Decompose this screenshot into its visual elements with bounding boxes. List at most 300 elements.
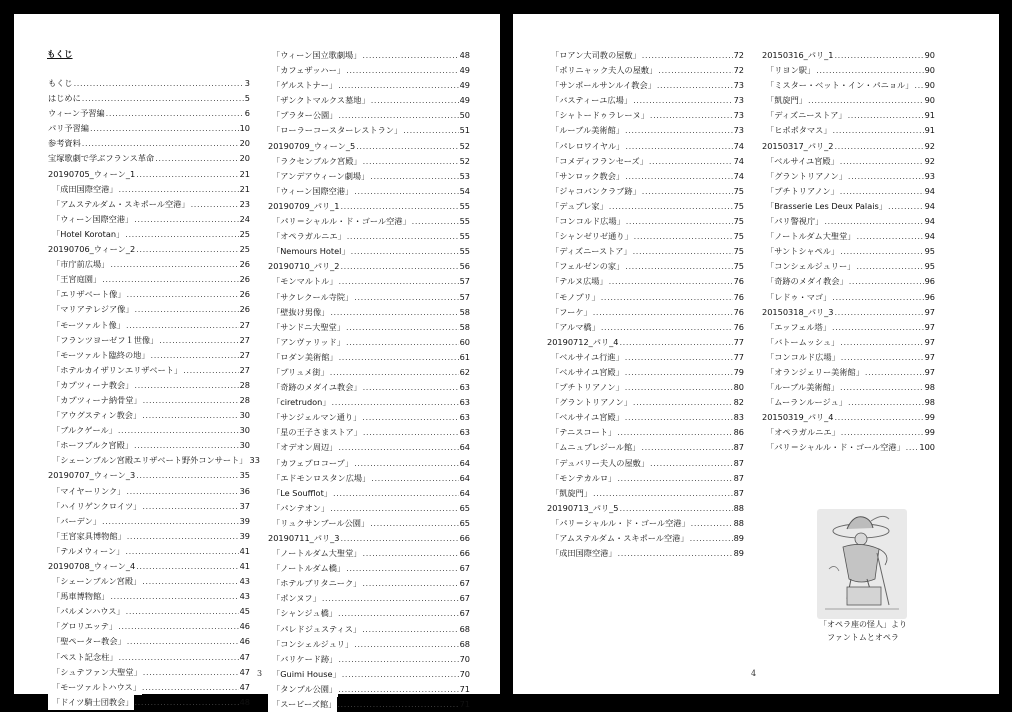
- toc-entry[interactable]: [268, 667, 470, 682]
- toc-entry-title: 「凱旋門」: [547, 486, 593, 501]
- toc-entry-title: 「アンヴァリッド」: [268, 335, 346, 350]
- dot-leader: [110, 589, 238, 604]
- toc-entry[interactable]: [547, 229, 744, 244]
- dot-leader: [322, 591, 459, 606]
- toc-entry[interactable]: [547, 93, 744, 108]
- toc-entry[interactable]: [268, 290, 470, 305]
- dot-leader: [143, 393, 239, 408]
- dot-leader: [127, 529, 239, 544]
- toc-entry[interactable]: [48, 136, 250, 151]
- toc-entry-title: 20150318_パリ_3: [762, 305, 834, 320]
- toc-entry[interactable]: [268, 365, 470, 380]
- toc-entry-title: 「奇跡のメダイ教会」: [762, 274, 849, 289]
- toc-entry[interactable]: [547, 199, 744, 214]
- toc-entry-page: 73: [733, 95, 744, 106]
- toc-entry-page: 20: [239, 153, 250, 164]
- toc-entry-title: 「サンポールサンルイ教会」: [547, 78, 657, 93]
- toc-entry[interactable]: [268, 305, 470, 320]
- toc-entry[interactable]: [48, 121, 250, 136]
- dot-leader: [142, 408, 238, 423]
- dot-leader: [102, 272, 238, 287]
- toc-entry-page: 47: [239, 651, 250, 662]
- toc-entry-page: 75: [733, 246, 744, 257]
- dot-leader: [808, 93, 924, 108]
- toc-entry[interactable]: [547, 48, 744, 63]
- toc-entry[interactable]: [547, 184, 744, 199]
- toc-entry-title: パリ予習編: [48, 121, 90, 136]
- dot-leader: [840, 335, 923, 350]
- toc-entry[interactable]: [268, 274, 470, 289]
- toc-entry[interactable]: [268, 199, 470, 214]
- toc-entry[interactable]: [48, 634, 250, 649]
- toc-entry[interactable]: [268, 78, 470, 93]
- dot-leader: [834, 48, 923, 63]
- dot-leader: [625, 123, 733, 138]
- toc-entry[interactable]: [48, 242, 250, 257]
- toc-entry-title: 「ルーブル美術館」: [762, 380, 840, 395]
- dot-leader: [848, 169, 924, 184]
- toc-entry[interactable]: [762, 214, 935, 229]
- dot-leader: [362, 576, 458, 591]
- toc-entry-title: 「ゲルストナー」: [268, 78, 338, 93]
- dot-leader: [347, 229, 459, 244]
- toc-entry[interactable]: [48, 574, 250, 589]
- dot-leader: [865, 365, 924, 380]
- toc-entry-title: 「市庁前広場」: [48, 257, 110, 272]
- toc-entry[interactable]: [268, 320, 470, 335]
- toc-entry-title: 「ザンクトマルクス墓地」: [268, 93, 371, 108]
- toc-heading: もくじ: [47, 50, 73, 60]
- toc-entry[interactable]: [547, 486, 744, 501]
- toc-entry-page: 53: [459, 170, 470, 181]
- toc-entry[interactable]: [48, 197, 250, 212]
- toc-entry-title: 「スービーズ館」: [268, 697, 337, 712]
- dot-leader: [333, 486, 459, 501]
- toc-entry-title: 「サンジェルマン通り」: [268, 410, 362, 425]
- toc-entry-page: 67: [459, 563, 470, 574]
- toc-entry[interactable]: [48, 318, 250, 333]
- dot-leader: [833, 123, 924, 138]
- toc-entry[interactable]: [547, 244, 744, 259]
- toc-entry[interactable]: [762, 139, 935, 154]
- toc-entry-page: 86: [733, 427, 744, 438]
- toc-entry-page: 58: [459, 321, 470, 332]
- dot-leader: [840, 154, 924, 169]
- toc-entry[interactable]: [547, 63, 744, 78]
- toc-entry[interactable]: [547, 350, 744, 365]
- toc-entry[interactable]: [268, 350, 470, 365]
- toc-entry[interactable]: [48, 91, 250, 106]
- toc-entry-title: 「Brasserie Les Deux Palais」: [762, 199, 888, 214]
- toc-entry[interactable]: [48, 665, 250, 680]
- toc-entry[interactable]: [762, 244, 935, 259]
- toc-entry[interactable]: [547, 108, 744, 123]
- dot-leader: [362, 48, 458, 63]
- toc-entry-title: 「成田国際空港」: [547, 546, 618, 561]
- toc-entry[interactable]: [268, 108, 470, 123]
- toc-entry-page: 66: [459, 548, 470, 559]
- toc-entry[interactable]: [268, 516, 470, 531]
- dot-leader: [346, 63, 458, 78]
- toc-entry-title: 「Le Soufflot」: [268, 486, 333, 501]
- toc-entry[interactable]: [547, 365, 744, 380]
- toc-entry[interactable]: [48, 423, 250, 438]
- toc-entry[interactable]: [268, 606, 470, 621]
- toc-entry-title: ウィーン予習編: [48, 106, 106, 121]
- toc-entry-page: 70: [459, 653, 470, 664]
- dot-leader: [363, 425, 459, 440]
- toc-entry[interactable]: [48, 438, 250, 453]
- toc-entry[interactable]: [268, 471, 470, 486]
- toc-entry[interactable]: [48, 544, 250, 559]
- toc-entry-page: 97: [924, 351, 935, 362]
- dot-leader: [857, 229, 924, 244]
- toc-entry-title: 「ペスト記念柱」: [48, 650, 119, 665]
- toc-entry[interactable]: [762, 123, 935, 138]
- toc-entry-title: 「シェーンブルン宮殿エリザベート野外コンサート」: [48, 453, 248, 468]
- toc-entry[interactable]: [762, 380, 935, 395]
- toc-entry-title: 「ロダン美術館」: [268, 350, 339, 365]
- toc-entry[interactable]: [268, 335, 470, 350]
- dot-leader: [342, 667, 459, 682]
- toc-entry[interactable]: [268, 380, 470, 395]
- dot-leader: [339, 350, 459, 365]
- toc-entry[interactable]: [48, 272, 250, 287]
- toc-entry-title: 「カフェザッハー」: [268, 63, 346, 78]
- toc-entry-title: 「パレドジュスティス」: [268, 622, 362, 637]
- toc-entry[interactable]: [48, 182, 250, 197]
- toc-entry[interactable]: [547, 335, 744, 350]
- toc-entry[interactable]: [762, 395, 935, 410]
- toc-entry[interactable]: [268, 48, 470, 63]
- toc-entry[interactable]: [762, 410, 935, 425]
- toc-entry[interactable]: [48, 680, 250, 695]
- dot-leader: [183, 363, 238, 378]
- toc-entry[interactable]: [268, 395, 470, 410]
- toc-entry[interactable]: [762, 274, 935, 289]
- toc-column-2: [268, 48, 470, 712]
- toc-entry-page: 89: [733, 533, 744, 543]
- dot-leader: [619, 335, 732, 350]
- toc-entry[interactable]: [547, 516, 744, 531]
- toc-entry-page: 23: [239, 198, 250, 209]
- toc-entry-title: 「Nemours Hotel」: [268, 244, 351, 259]
- toc-entry-title: 20190711_パリ_3: [268, 531, 340, 546]
- toc-entry-title: 「シャンゼリゼ通り」: [547, 229, 634, 244]
- toc-entry-page: 99: [924, 412, 935, 423]
- dot-leader: [625, 410, 733, 425]
- toc-entry[interactable]: [547, 290, 744, 305]
- toc-entry-title: 「マイヤーリンク」: [48, 484, 126, 499]
- dot-leader: [339, 274, 459, 289]
- dot-leader: [338, 78, 458, 93]
- toc-entry-page: 43: [239, 576, 250, 587]
- toc-entry-title: 「凱旋門」: [762, 93, 808, 108]
- toc-entry[interactable]: [547, 154, 744, 169]
- toc-entry[interactable]: [762, 108, 935, 123]
- toc-entry-title: 「ベルサイユ宮殿」: [762, 154, 840, 169]
- toc-entry[interactable]: [48, 529, 250, 544]
- toc-entry[interactable]: [48, 287, 250, 302]
- toc-entry[interactable]: [762, 320, 935, 335]
- toc-entry[interactable]: [48, 468, 250, 483]
- toc-entry[interactable]: [268, 531, 470, 546]
- dot-leader: [625, 380, 733, 395]
- toc-entry[interactable]: [762, 440, 935, 455]
- toc-entry[interactable]: [268, 214, 470, 229]
- dot-leader: [340, 199, 458, 214]
- toc-entry-title: 「シュテファン大聖堂」: [48, 665, 143, 680]
- toc-entry[interactable]: [268, 501, 470, 516]
- toc-entry-page: 58: [459, 306, 470, 317]
- toc-entry-title: 「プリュメ街」: [268, 365, 330, 380]
- toc-entry[interactable]: [48, 76, 250, 91]
- toc-entry[interactable]: [762, 63, 935, 78]
- dot-leader: [849, 274, 924, 289]
- toc-entry-page: 95: [924, 246, 935, 257]
- dot-leader: [338, 606, 459, 621]
- toc-entry[interactable]: [762, 154, 935, 169]
- dot-leader: [834, 139, 923, 154]
- toc-entry-title: 「オランジェリー美術館」: [762, 365, 865, 380]
- dot-leader: [337, 697, 458, 712]
- toc-entry-title: 20190709_パリ_1: [268, 199, 340, 214]
- toc-entry-title: 20190713_パリ_5: [547, 501, 619, 516]
- dot-leader: [363, 380, 459, 395]
- toc-entry-page: 57: [459, 276, 470, 287]
- toc-entry-page: 72: [733, 65, 744, 76]
- toc-entry[interactable]: [762, 305, 935, 320]
- toc-entry[interactable]: [547, 259, 744, 274]
- toc-entry[interactable]: [48, 619, 250, 634]
- toc-entry[interactable]: [762, 335, 935, 350]
- toc-entry[interactable]: [547, 169, 744, 184]
- toc-entry[interactable]: [268, 440, 470, 455]
- dot-leader: [848, 395, 924, 410]
- dot-leader: [363, 154, 459, 169]
- toc-entry[interactable]: [547, 471, 744, 486]
- toc-entry[interactable]: [762, 365, 935, 380]
- toc-entry[interactable]: [547, 214, 744, 229]
- toc-entry[interactable]: [547, 531, 744, 546]
- toc-entry[interactable]: [48, 257, 250, 272]
- toc-entry[interactable]: [48, 453, 260, 468]
- toc-entry[interactable]: [268, 93, 470, 108]
- toc-entry[interactable]: [268, 622, 470, 637]
- toc-entry[interactable]: [547, 123, 744, 138]
- toc-entry[interactable]: [268, 546, 470, 561]
- toc-entry[interactable]: [48, 302, 250, 317]
- toc-entry-page: 39: [239, 530, 250, 541]
- toc-entry-page: 67: [459, 593, 470, 604]
- toc-entry-page: 94: [924, 185, 935, 196]
- toc-entry-title: 「エドモンロスタン広場」: [268, 471, 371, 486]
- toc-entry[interactable]: [268, 486, 470, 501]
- toc-entry[interactable]: [268, 154, 470, 169]
- toc-entry-page: 62: [459, 366, 470, 377]
- toc-entry-page: 26: [239, 274, 250, 285]
- toc-entry-page: 33: [249, 455, 260, 466]
- toc-entry[interactable]: [48, 333, 250, 348]
- toc-entry[interactable]: [762, 48, 935, 63]
- toc-entry[interactable]: [762, 425, 935, 440]
- toc-entry[interactable]: [268, 456, 470, 471]
- dot-leader: [346, 561, 458, 576]
- toc-entry-page: 92: [924, 155, 935, 166]
- toc-entry[interactable]: [547, 456, 744, 471]
- dot-leader: [82, 91, 244, 106]
- toc-entry[interactable]: [547, 380, 744, 395]
- toc-entry-page: 87: [733, 442, 744, 453]
- dot-leader: [617, 471, 732, 486]
- toc-entry[interactable]: [547, 501, 744, 516]
- toc-entry[interactable]: [268, 169, 470, 184]
- toc-entry[interactable]: [268, 123, 470, 138]
- toc-entry-title: 「ベルサイユ宮殿」: [547, 410, 625, 425]
- dot-leader: [134, 695, 238, 710]
- toc-entry-page: 83: [733, 412, 744, 423]
- toc-entry[interactable]: [48, 378, 250, 393]
- toc-entry[interactable]: [762, 184, 935, 199]
- toc-entry[interactable]: [48, 151, 250, 166]
- toc-entry[interactable]: [268, 425, 470, 440]
- toc-entry[interactable]: [48, 484, 250, 499]
- toc-entry[interactable]: [268, 63, 470, 78]
- dot-leader: [633, 395, 733, 410]
- dot-leader: [126, 318, 239, 333]
- toc-entry[interactable]: [268, 561, 470, 576]
- toc-entry[interactable]: [48, 604, 250, 619]
- toc-entry[interactable]: [547, 274, 744, 289]
- toc-entry[interactable]: [762, 229, 935, 244]
- dot-leader: [832, 290, 923, 305]
- toc-entry-page: 61: [459, 351, 470, 362]
- dot-leader: [351, 244, 459, 259]
- toc-entry[interactable]: [48, 212, 250, 227]
- toc-entry[interactable]: [547, 410, 744, 425]
- dot-leader: [151, 348, 239, 363]
- toc-entry[interactable]: [762, 199, 935, 214]
- toc-entry[interactable]: [48, 393, 250, 408]
- toc-entry[interactable]: [48, 348, 250, 363]
- toc-entry[interactable]: [268, 652, 470, 667]
- toc-entry-page: 64: [459, 442, 470, 453]
- dot-leader: [354, 456, 459, 471]
- dot-leader: [619, 501, 732, 516]
- toc-entry[interactable]: [762, 93, 935, 108]
- toc-entry[interactable]: [268, 184, 470, 199]
- toc-entry-title: 「マリアテレジア像」: [48, 302, 135, 317]
- toc-entry[interactable]: [48, 227, 250, 242]
- toc-entry-page: 95: [924, 261, 935, 272]
- toc-entry-title: 「ノートルダム大聖堂」: [762, 229, 857, 244]
- toc-entry[interactable]: [48, 167, 250, 182]
- toc-entry[interactable]: [268, 576, 470, 591]
- toc-entry-page: 63: [459, 412, 470, 423]
- toc-entry[interactable]: [268, 139, 470, 154]
- dot-leader: [142, 499, 238, 514]
- toc-entry[interactable]: [547, 78, 744, 93]
- toc-entry[interactable]: [762, 290, 935, 305]
- toc-entry-page: 52: [459, 155, 470, 166]
- toc-entry[interactable]: [268, 244, 470, 259]
- toc-entry-title: 「ウィーン国際空港」: [48, 212, 134, 227]
- toc-entry-page: 74: [733, 170, 744, 181]
- toc-entry-title: 「パリ＝シャルル・ド・ゴール空港」: [547, 516, 691, 531]
- toc-entry-page: 96: [924, 291, 935, 302]
- toc-entry-title: 「アンデアウィーン劇場」: [268, 169, 370, 184]
- dot-leader: [840, 184, 924, 199]
- toc-entry[interactable]: [268, 637, 470, 652]
- toc-entry[interactable]: [547, 546, 744, 561]
- toc-entry-title: 「パリ＝シャルル・ド・ゴール空港」: [268, 214, 412, 229]
- toc-entry-page: 90: [924, 80, 935, 91]
- dot-leader: [625, 259, 732, 274]
- toc-entry[interactable]: [547, 305, 744, 320]
- dot-leader: [332, 395, 459, 410]
- toc-entry-page: 46: [239, 636, 250, 647]
- toc-entry[interactable]: [268, 697, 470, 712]
- toc-entry[interactable]: [547, 440, 744, 455]
- toc-entry-page: 3: [244, 78, 250, 88]
- toc-entry-page: 27: [239, 349, 250, 360]
- toc-entry[interactable]: [268, 591, 470, 606]
- dot-leader: [914, 78, 923, 93]
- toc-entry-title: 「サントシャペル」: [762, 244, 840, 259]
- toc-entry[interactable]: [268, 682, 470, 697]
- toc-entry[interactable]: [48, 363, 250, 378]
- toc-entry-page: 45: [239, 606, 250, 617]
- toc-entry[interactable]: [48, 408, 250, 423]
- toc-entry[interactable]: [547, 395, 744, 410]
- toc-entry[interactable]: [762, 169, 935, 184]
- toc-entry[interactable]: [547, 139, 744, 154]
- toc-entry[interactable]: [48, 499, 250, 514]
- toc-entry-page: 46: [239, 621, 250, 632]
- toc-entry[interactable]: [762, 259, 935, 274]
- toc-entry[interactable]: [268, 229, 470, 244]
- toc-entry[interactable]: [268, 410, 470, 425]
- toc-entry[interactable]: [48, 106, 250, 121]
- toc-entry-title: 20190712_パリ_4: [547, 335, 619, 350]
- toc-entry[interactable]: [48, 650, 250, 665]
- toc-entry-title: はじめに: [48, 91, 82, 106]
- toc-entry-title: 「モーツァルトハウス」: [48, 680, 142, 695]
- toc-entry[interactable]: [48, 559, 250, 574]
- toc-entry-page: 50: [459, 110, 470, 121]
- toc-entry-page: 90: [924, 95, 935, 106]
- toc-entry[interactable]: [48, 514, 250, 529]
- toc-entry[interactable]: [547, 320, 744, 335]
- toc-entry[interactable]: [268, 259, 470, 274]
- toc-entry[interactable]: [48, 589, 250, 604]
- toc-entry[interactable]: [48, 695, 250, 710]
- toc-entry-title: 「ヒポポタマス」: [762, 123, 833, 138]
- dot-leader: [338, 652, 458, 667]
- toc-entry-title: 「デュプレ家」: [547, 199, 609, 214]
- toc-entry-title: 20190709_ウィーン_5: [268, 139, 356, 154]
- toc-entry[interactable]: [547, 425, 744, 440]
- toc-entry-page: 94: [924, 216, 935, 227]
- toc-entry-title: 「プラター公園」: [268, 108, 338, 123]
- toc-entry-title: 「王宮家具博物館」: [48, 529, 127, 544]
- toc-entry[interactable]: [762, 350, 935, 365]
- toc-entry-page: 74: [733, 155, 744, 166]
- toc-entry-page: 21: [239, 168, 250, 179]
- toc-entry-page: 26: [239, 259, 250, 270]
- toc-entry-title: 「ルーブル美術館」: [547, 123, 625, 138]
- toc-entry[interactable]: [762, 78, 935, 93]
